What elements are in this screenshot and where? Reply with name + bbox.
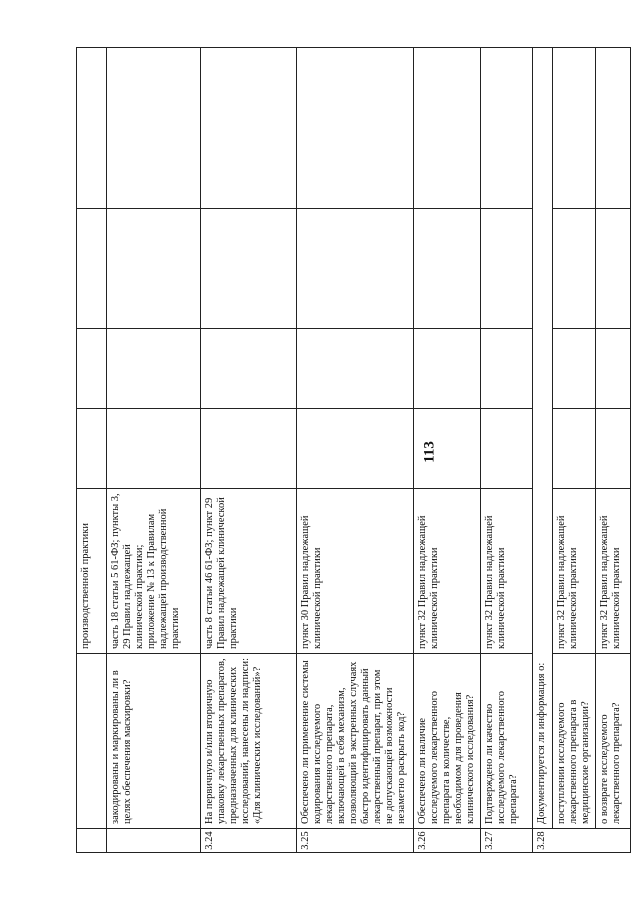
answer-na-cell — [414, 209, 481, 329]
answer-no-cell — [297, 329, 414, 409]
note-cell — [297, 48, 414, 209]
row-number: 3.26 — [414, 829, 481, 853]
law-cell: пункт 32 Правил надлежащей клинической практики — [414, 489, 481, 654]
answer-na-cell — [77, 209, 107, 329]
answer-yes-cell — [297, 409, 414, 489]
law-cell: пункт 32 Правил надлежащей клинической практики — [481, 489, 533, 654]
table-row — [297, 48, 414, 853]
question-cell: Обеспечено ли наличие исследуемого лекарственного препарата в количестве, необходимом для проведения клинического исследования? — [414, 654, 481, 829]
table-row — [77, 48, 107, 853]
note-cell — [107, 48, 201, 209]
answer-no-cell — [596, 329, 631, 409]
row-number: 3.28 — [533, 829, 631, 853]
answer-na-cell — [107, 209, 201, 329]
question-cell — [77, 654, 107, 829]
question-cell: поступлении исследуемого лекарственного препарата в медицинские организации? — [553, 654, 596, 829]
note-cell — [481, 48, 533, 209]
table-row — [553, 48, 596, 853]
law-cell: пункт 30 Правил надлежащей клинической практики — [297, 489, 414, 654]
row-number: 3.27 — [481, 829, 533, 853]
answer-yes-cell — [596, 409, 631, 489]
answer-no-cell — [481, 329, 533, 409]
note-cell — [596, 48, 631, 209]
page-number: 113 — [421, 441, 438, 463]
row-number: 3.25 — [297, 829, 414, 853]
row-number — [77, 829, 107, 853]
law-cell: производственной практики — [77, 489, 107, 654]
answer-no-cell — [107, 329, 201, 409]
answer-na-cell — [201, 209, 297, 329]
checklist-table-frame — [76, 48, 622, 853]
answer-yes-cell — [414, 409, 481, 489]
note-cell — [414, 48, 481, 209]
table-row — [201, 48, 297, 853]
law-cell: часть 18 статьи 5 61-ФЗ; пункты 3, 29 Правил надлежащей клинической практики; приложение № 13 к Правилам надлежащей производственной практики — [107, 489, 201, 654]
table-row — [414, 48, 481, 853]
answer-no-cell — [414, 329, 481, 409]
checklist-table — [76, 47, 631, 853]
law-cell: часть 8 статьи 46 61-ФЗ; пункт 29 Правил надлежащей клинической практики — [201, 489, 297, 654]
answer-yes-cell — [77, 409, 107, 489]
question-cell: Документируется ли информация о: — [533, 48, 553, 829]
question-cell: На первичную и/или вторичную упаковку лекарственных препаратов, предназначенных для клинических исследований, нанесены ли надписи: «Для клинических исследований»? — [201, 654, 297, 829]
row-number — [107, 829, 201, 853]
answer-na-cell — [481, 209, 533, 329]
note-cell — [553, 48, 596, 209]
law-cell: пункт 32 Правил надлежащей клинической практики — [553, 489, 596, 654]
answer-no-cell — [201, 329, 297, 409]
answer-na-cell — [596, 209, 631, 329]
note-cell — [201, 48, 297, 209]
question-cell: Подтверждено ли качество исследуемого лекарственного препарата? — [481, 654, 533, 829]
note-cell — [77, 48, 107, 209]
answer-yes-cell — [553, 409, 596, 489]
answer-yes-cell — [107, 409, 201, 489]
law-cell: пункт 32 Правил надлежащей клинической практики — [596, 489, 631, 654]
table-row — [596, 48, 631, 853]
answer-na-cell — [297, 209, 414, 329]
answer-na-cell — [553, 209, 596, 329]
question-cell: Обеспечено ли применение системы кодирования исследуемого лекарственного препарата, включающей в себя механизм, позволяющий в экстренных случаях быстро идентифицировать данный лекарственный препарат, при этом не допускающей возможности незаметно раскрыть код? — [297, 654, 414, 829]
answer-yes-cell — [481, 409, 533, 489]
table-row — [533, 48, 553, 853]
answer-no-cell — [77, 329, 107, 409]
question-cell: закодированы и маркированы ли в целях обеспечения маскировки? — [107, 654, 201, 829]
answer-yes-cell — [201, 409, 297, 489]
table-row — [481, 48, 533, 853]
row-number: 3.24 — [201, 829, 297, 853]
answer-no-cell — [553, 329, 596, 409]
table-row — [107, 48, 201, 853]
question-cell: о возврате исследуемого лекарственного препарата? — [596, 654, 631, 829]
